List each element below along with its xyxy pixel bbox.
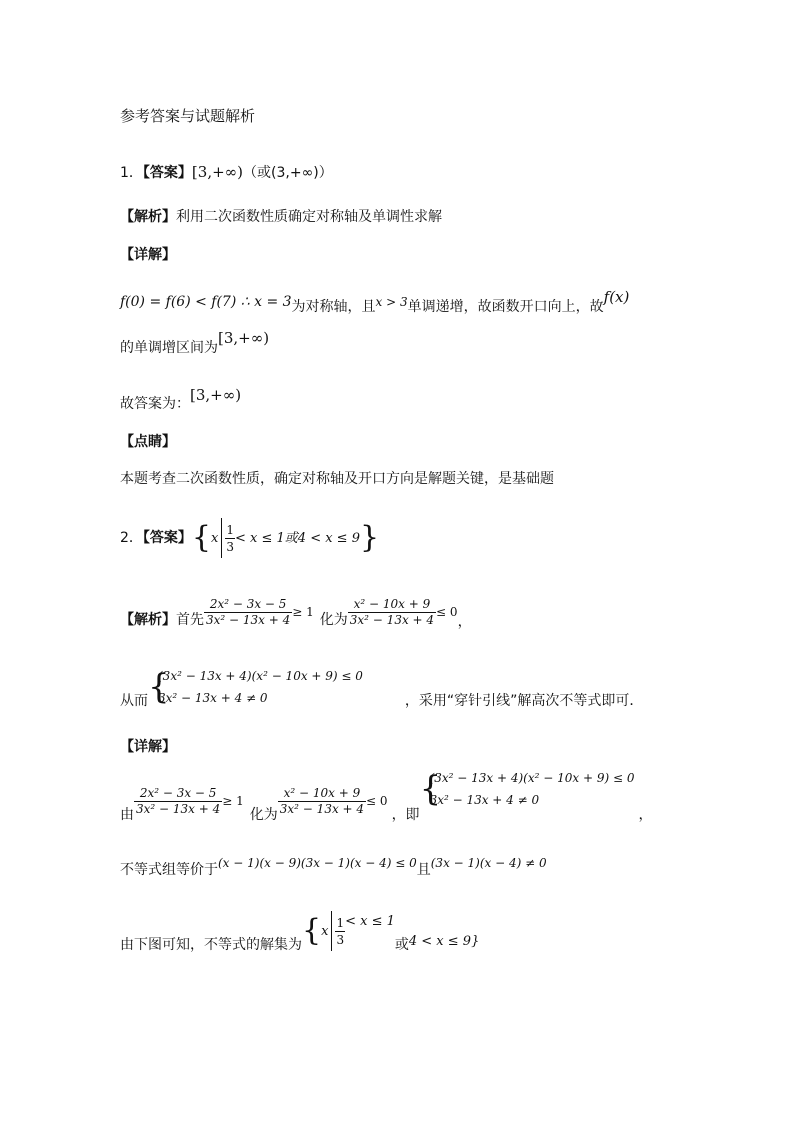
q1-analysis-tag: 【解析】 bbox=[120, 209, 176, 225]
ineq2-rel: ≤ 0 bbox=[436, 605, 458, 619]
detail-system bbox=[420, 767, 635, 811]
q2-answer-fraction bbox=[225, 522, 235, 555]
detail-ineq2 bbox=[278, 786, 366, 817]
left-brace-icon: { bbox=[191, 520, 212, 555]
detail-convert-text: 化为 bbox=[249, 807, 278, 823]
q2-answer-frac-den: 3 bbox=[226, 539, 234, 554]
detail-ineq1-num: 2x² − 3x − 5 bbox=[134, 786, 222, 802]
q1-answer-alt: （或(3,+∞)） bbox=[243, 165, 333, 181]
detail-system-brace-icon: { bbox=[419, 769, 442, 809]
q1-answer-expr: [3,+∞) bbox=[191, 163, 244, 181]
sys-line1: (3x² − 13x + 4)(x² − 10x + 9) ≤ 0 bbox=[158, 669, 363, 683]
q1-detail-text-a: 为对称轴，且 bbox=[291, 299, 376, 315]
ineq1-den: 3x² − 13x + 4 bbox=[206, 612, 291, 627]
q1-answer-line bbox=[120, 162, 333, 183]
q1-detail-math-a: f(0) = f(6) < f(7) ∴ x = 3 bbox=[120, 294, 292, 310]
sol-rest-b: 4 < x ≤ 9} bbox=[408, 934, 480, 949]
system-brace-icon: { bbox=[148, 667, 170, 707]
detail-sys-line1: (3x² − 13x + 4)(x² − 10x + 9) ≤ 0 bbox=[429, 771, 635, 785]
set-bar-icon bbox=[221, 518, 222, 558]
detail-ineq2-num: x² − 10x + 9 bbox=[278, 786, 366, 802]
sol-frac-num: 1 bbox=[336, 915, 345, 930]
sol-var: x bbox=[321, 924, 329, 939]
and-text: 且 bbox=[416, 862, 431, 878]
q2-analysis-text-a: 首先 bbox=[176, 612, 204, 628]
q1-detail-line2-text: 的单调增区间为 bbox=[120, 340, 218, 356]
q1-answer-is-text: 故答案为： bbox=[120, 396, 190, 412]
q1-detail-line2-math: [3,+∞) bbox=[218, 329, 270, 347]
ineq1-num: 2x² − 3x − 5 bbox=[204, 597, 292, 613]
q2-analysis-ineq1 bbox=[204, 597, 292, 628]
q2-analysis-tag: 【解析】 bbox=[120, 612, 176, 628]
equiv-text: 不等式组等价于 bbox=[120, 862, 218, 878]
sys-line2: 3x² − 13x + 4 ≠ 0 bbox=[158, 691, 268, 705]
q1-answer-is-math: [3,+∞) bbox=[190, 386, 242, 404]
q2-figure-line bbox=[120, 906, 479, 957]
sol-frac-den: 3 bbox=[336, 932, 345, 947]
q2-equiv-line bbox=[120, 853, 547, 878]
sol-left-brace-icon: { bbox=[302, 913, 322, 948]
q2-answer-var: x bbox=[211, 531, 219, 546]
detail-ineq2-rel: ≤ 0 bbox=[366, 794, 388, 808]
equiv-math-b: (3x − 1)(x − 4) ≠ 0 bbox=[430, 856, 547, 870]
detail-comma: ， bbox=[638, 807, 653, 823]
detail-sys-line2: 3x² − 13x + 4 ≠ 0 bbox=[429, 793, 540, 807]
q1-detail-text-b: 单调递增，故函数开口向上，故 bbox=[407, 299, 604, 315]
detail-ineq1-den: 3x² − 13x + 4 bbox=[136, 801, 221, 816]
sol-fraction bbox=[335, 915, 345, 948]
q2-answer-frac-num: 1 bbox=[226, 522, 234, 537]
q2-detail-line bbox=[120, 769, 653, 826]
q1-comment-tag: 【点睛】 bbox=[120, 434, 176, 450]
detail-ineq1 bbox=[134, 786, 222, 817]
q1-detail-tag: 【详解】 bbox=[120, 247, 176, 263]
q1-answer-is-line bbox=[120, 385, 242, 412]
from-text: 从而 bbox=[120, 693, 148, 709]
q1-detail-math-b: x > 3 bbox=[375, 295, 408, 309]
q2-from-line bbox=[120, 662, 643, 712]
sol-bar-icon bbox=[331, 911, 332, 951]
or-text: 或 bbox=[394, 937, 409, 953]
method-text: ，采用“穿针引线”解高次不等式即可． bbox=[404, 693, 644, 709]
equiv-math-a: (x − 1)(x − 9)(3x − 1)(x − 4) ≤ 0 bbox=[218, 856, 417, 870]
q2-answer-tag: 【答案】 bbox=[142, 530, 192, 546]
q2-comma: ， bbox=[457, 614, 472, 630]
q1-detail-math-c: f(x) bbox=[603, 288, 630, 306]
q2-number: 2． bbox=[120, 530, 143, 546]
q2-detail-tag: 【详解】 bbox=[120, 739, 176, 755]
then-text: ，即 bbox=[391, 807, 420, 823]
q2-answer-line bbox=[120, 518, 379, 559]
q1-comment-text: 本题考查二次函数性质，确定对称轴及开口方向是解题关键，是基础题 bbox=[120, 471, 554, 487]
sol-rest-a: < x ≤ 1 bbox=[345, 914, 395, 929]
by-text: 由 bbox=[120, 807, 134, 823]
page-title: 参考答案与试题解析 bbox=[120, 107, 256, 125]
ineq2-num: x² − 10x + 9 bbox=[348, 597, 436, 613]
ineq2-den: 3x² − 13x + 4 bbox=[349, 612, 435, 627]
fig-text: 由下图可知，不等式的解集为 bbox=[120, 937, 302, 953]
detail-ineq2-den: 3x² − 13x + 4 bbox=[279, 801, 365, 816]
detail-ineq1-rel: ≥ 1 bbox=[222, 794, 244, 808]
q2-system bbox=[148, 665, 363, 709]
right-brace-icon: } bbox=[359, 520, 380, 555]
q1-detail-line2 bbox=[120, 329, 270, 356]
q1-analysis-line bbox=[120, 207, 442, 227]
q2-analysis-line bbox=[120, 590, 472, 634]
ineq1-rel: ≥ 1 bbox=[292, 605, 314, 619]
q2-analysis-ineq2 bbox=[348, 597, 436, 628]
q2-answer-rest: < x ≤ 1或4 < x ≤ 9 bbox=[235, 531, 360, 546]
q1-analysis-text: 利用二次函数性质确定对称轴及单调性求解 bbox=[176, 209, 442, 225]
q1-number: 1． bbox=[120, 165, 143, 181]
q1-detail-line1 bbox=[120, 288, 630, 315]
convert-text: 化为 bbox=[319, 612, 348, 628]
q1-answer-tag: 【答案】 bbox=[142, 165, 192, 181]
